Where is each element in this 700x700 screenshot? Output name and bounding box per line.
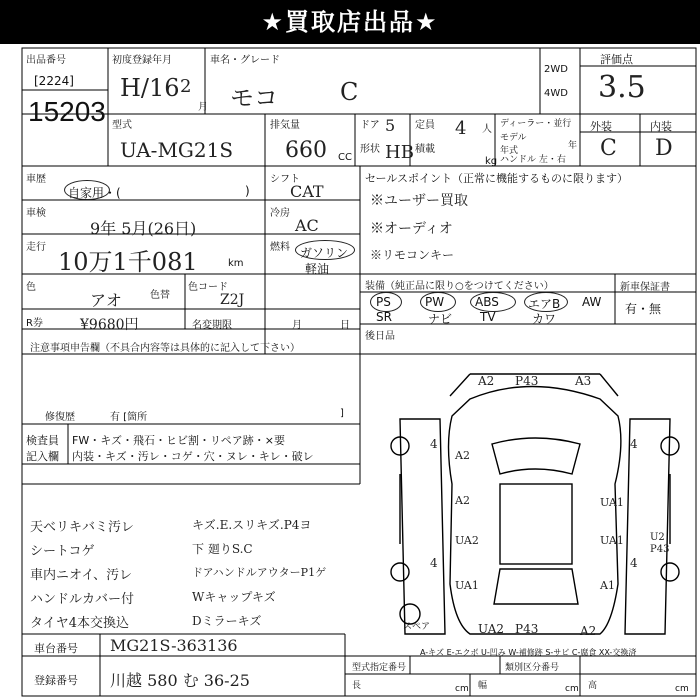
sales-point-3: ※リモコンキー <box>370 248 455 262</box>
capacity-value: 4 <box>455 118 467 139</box>
airbag-circle <box>524 292 568 312</box>
mark-a2-bottom: A2 <box>580 624 597 638</box>
mark-u2-r: U2 <box>650 532 665 543</box>
color-code-label: 色コード <box>188 282 228 293</box>
mark-p43-bottom: P43 <box>515 622 539 636</box>
warranty-value: 有・無 <box>625 302 662 316</box>
remark-right-2: 下 廻りS.C <box>192 542 253 556</box>
equipment-aw: AW <box>582 295 602 309</box>
remark-2: シートコゲ <box>30 544 95 559</box>
use-label: 車歴 <box>26 174 46 185</box>
int-label: 内装 <box>650 120 672 133</box>
model-value: UA-MG21S <box>120 138 234 162</box>
mark-p43-top: P43 <box>515 374 539 388</box>
lot-no: 15203 <box>28 96 106 127</box>
auction-sheet <box>0 44 700 700</box>
chassis-label: 車台番号 <box>34 642 78 655</box>
mark-ua2-bottom: UA2 <box>478 622 505 636</box>
mark-ua2-l: UA2 <box>455 534 479 547</box>
shape-label: 形状 <box>360 144 380 155</box>
color-code-value: Z2J <box>220 292 245 308</box>
header-title: ★買取店出品★ <box>0 0 700 44</box>
inspection-label: 車検 <box>26 208 46 219</box>
shift-value: CAT <box>290 182 324 201</box>
model-label: 型式 <box>112 120 132 131</box>
ps-circle <box>370 292 402 312</box>
remark-right-5: Dミラーキズ <box>192 614 262 628</box>
mark-tire-rr: 4 <box>630 556 638 570</box>
fuel-circle <box>295 240 355 260</box>
first-reg-label: 初度登録年月 <box>112 55 172 66</box>
mark-a2-side-l: A2 <box>455 494 470 507</box>
mark-a1-rear-r: A1 <box>600 579 615 592</box>
equipment-tv: TV <box>480 310 496 324</box>
first-reg-value: H/16 <box>120 74 180 102</box>
remark-right-1: キズ.E.スリキズ.P4ヨ <box>192 518 312 532</box>
equipment-label: 装備（純正品に限り○をつけてください） <box>365 281 554 292</box>
grade: C <box>340 78 359 106</box>
remark-right-4: Wキャップキズ <box>192 590 276 604</box>
pw-circle <box>420 292 456 312</box>
sales-point-2: ※オーディオ <box>370 221 453 237</box>
remark-5: タイヤ4本交換込 <box>30 616 130 631</box>
height-unit: cm <box>675 684 689 694</box>
mark-a2-top: A2 <box>478 374 495 388</box>
notes-label: 注意事項申告欄（不具合内容等は具体的に記入して下さい） <box>30 343 300 354</box>
first-reg-month-unit: 月 <box>198 102 208 113</box>
width-label: 幅 <box>478 681 488 691</box>
equipment-airbag: エアB <box>528 297 561 311</box>
car-grade-label: 車名・グレード <box>210 55 280 66</box>
repair-close: ] <box>340 408 344 419</box>
notes2-fields: 内装・キズ・汚レ・コゲ・穴・ヌレ・キレ・破レ <box>72 450 314 463</box>
color-no-label: 色替 <box>150 290 170 301</box>
mark-ua1-rear-l: UA1 <box>455 579 479 592</box>
mark-a2-hood: A2 <box>455 449 470 462</box>
mileage-value: 10万1千081 <box>58 248 198 276</box>
mileage-label: 走行 <box>26 242 46 253</box>
name-change-month: 月 <box>292 320 302 331</box>
name-change-label: 名変期限 <box>192 320 232 331</box>
load-label: 積載 <box>415 144 435 155</box>
ext-label: 外装 <box>590 120 612 133</box>
equipment-navi: ナビ <box>428 312 453 326</box>
mileage-unit: km <box>228 258 244 269</box>
mark-spare: スペア <box>403 622 431 632</box>
use-value: 自家用・( <box>68 186 121 200</box>
color-label: 色 <box>26 282 36 293</box>
remark-4: ハンドルカバー付 <box>30 592 135 607</box>
shape-value: HB <box>385 142 414 163</box>
mark-ua1-r: UA1 <box>600 496 624 509</box>
load-unit: kg <box>485 156 498 167</box>
score-label: 評価点 <box>600 53 633 66</box>
inspector-fields: FW・キズ・飛石・ヒビ割・リペア跡・×要 <box>72 434 285 447</box>
lot-no-label: 出品番号 <box>26 55 66 66</box>
mark-ua1-r2: UA1 <box>600 534 624 547</box>
mark-tire-fl: 4 <box>430 437 438 451</box>
fuel-gas: ガソリン <box>300 246 349 260</box>
remark-1: 天ベリキバミ汚レ <box>30 520 135 535</box>
remark-3: 車内ニオイ、汚レ <box>30 568 133 583</box>
use-close: ) <box>245 184 250 198</box>
remark-right-3: ドアハンドルアウターP1ゲ <box>192 566 327 579</box>
legend: A-キズ E-エクボ U-凹み W-補修跡 S-サビ C-腐食 XX-交換済 <box>420 648 637 657</box>
displacement-label: 排気量 <box>270 120 300 131</box>
first-reg-month: 2 <box>180 76 192 97</box>
capacity-unit: 人 <box>482 124 492 135</box>
color-value: アオ <box>90 291 122 310</box>
warranty-label: 新車保証書 <box>620 282 670 293</box>
reg-no-label: 登録番号 <box>34 674 78 687</box>
displacement-value: 660 <box>285 138 327 163</box>
score: 3.5 <box>598 70 646 105</box>
car-name: モコ <box>230 84 278 112</box>
use-circle <box>64 180 110 200</box>
door-label: ドア <box>360 120 380 131</box>
fuel-label: 燃料 <box>270 242 290 253</box>
class-label: 類別区分番号 <box>505 663 560 673</box>
sales-point-label: セールスポイント（正常に機能するものに限ります） <box>365 172 629 185</box>
sales-point-1: ※ユーザー買取 <box>370 193 468 209</box>
height-label: 高 <box>588 681 598 691</box>
drive-4wd: 4WD <box>544 88 568 99</box>
repair-label: 修復歴 <box>45 412 75 423</box>
chassis-value: MG21S-363136 <box>110 636 238 655</box>
equipment-leather: カワ <box>532 312 557 326</box>
later-label: 後日品 <box>365 331 395 342</box>
equipment-pw: PW <box>425 295 445 309</box>
aircon-value: AC <box>295 216 319 235</box>
equipment-ps: PS <box>376 295 391 309</box>
displacement-unit: CC <box>338 152 352 163</box>
equipment-sr: SR <box>376 310 392 324</box>
fuel-diesel: 軽油 <box>305 262 330 276</box>
car-diagram <box>391 374 679 634</box>
mark-tire-rl: 4 <box>430 556 438 570</box>
door-value: 5 <box>385 116 396 135</box>
type-cert-label: 型式指定番号 <box>352 663 407 673</box>
equipment-abs: ABS <box>475 295 499 309</box>
abs-circle <box>470 292 516 312</box>
reg-no-value: 川越 580 む 36-25 <box>110 671 250 690</box>
aircon-label: 冷房 <box>270 208 290 219</box>
ext-grade: C <box>600 136 617 161</box>
drive-2wd: 2WD <box>544 64 568 75</box>
handle-label: ハンドル 左・右 <box>500 155 566 165</box>
capacity-label: 定員 <box>415 120 435 131</box>
int-grade: D <box>655 136 673 161</box>
repair-value: 有 [箇所 <box>110 412 148 423</box>
recycle-value: ¥9680円 <box>80 317 139 333</box>
mark-a3-top: A3 <box>575 374 592 388</box>
model-year-label: モデル年式 <box>500 133 527 156</box>
inspector-label: 検査員 <box>26 434 59 447</box>
year-unit: 年 <box>568 141 578 151</box>
shift-label: シフト <box>270 174 300 185</box>
mark-p43-r: P43 <box>650 544 670 555</box>
recycle-label: R券 <box>26 318 43 329</box>
name-change-day: 日 <box>340 320 350 331</box>
notes2-label: 記入欄 <box>26 450 59 463</box>
lot-code: [2224] <box>34 74 74 88</box>
width-unit: cm <box>565 684 579 694</box>
length-unit: cm <box>455 684 469 694</box>
inspection-value: 9年 5月(26日) <box>90 219 197 238</box>
dealer-label: ディーラー・並行 <box>500 119 572 129</box>
mark-tire-fr: 4 <box>630 437 638 451</box>
length-label: 長 <box>352 681 362 691</box>
